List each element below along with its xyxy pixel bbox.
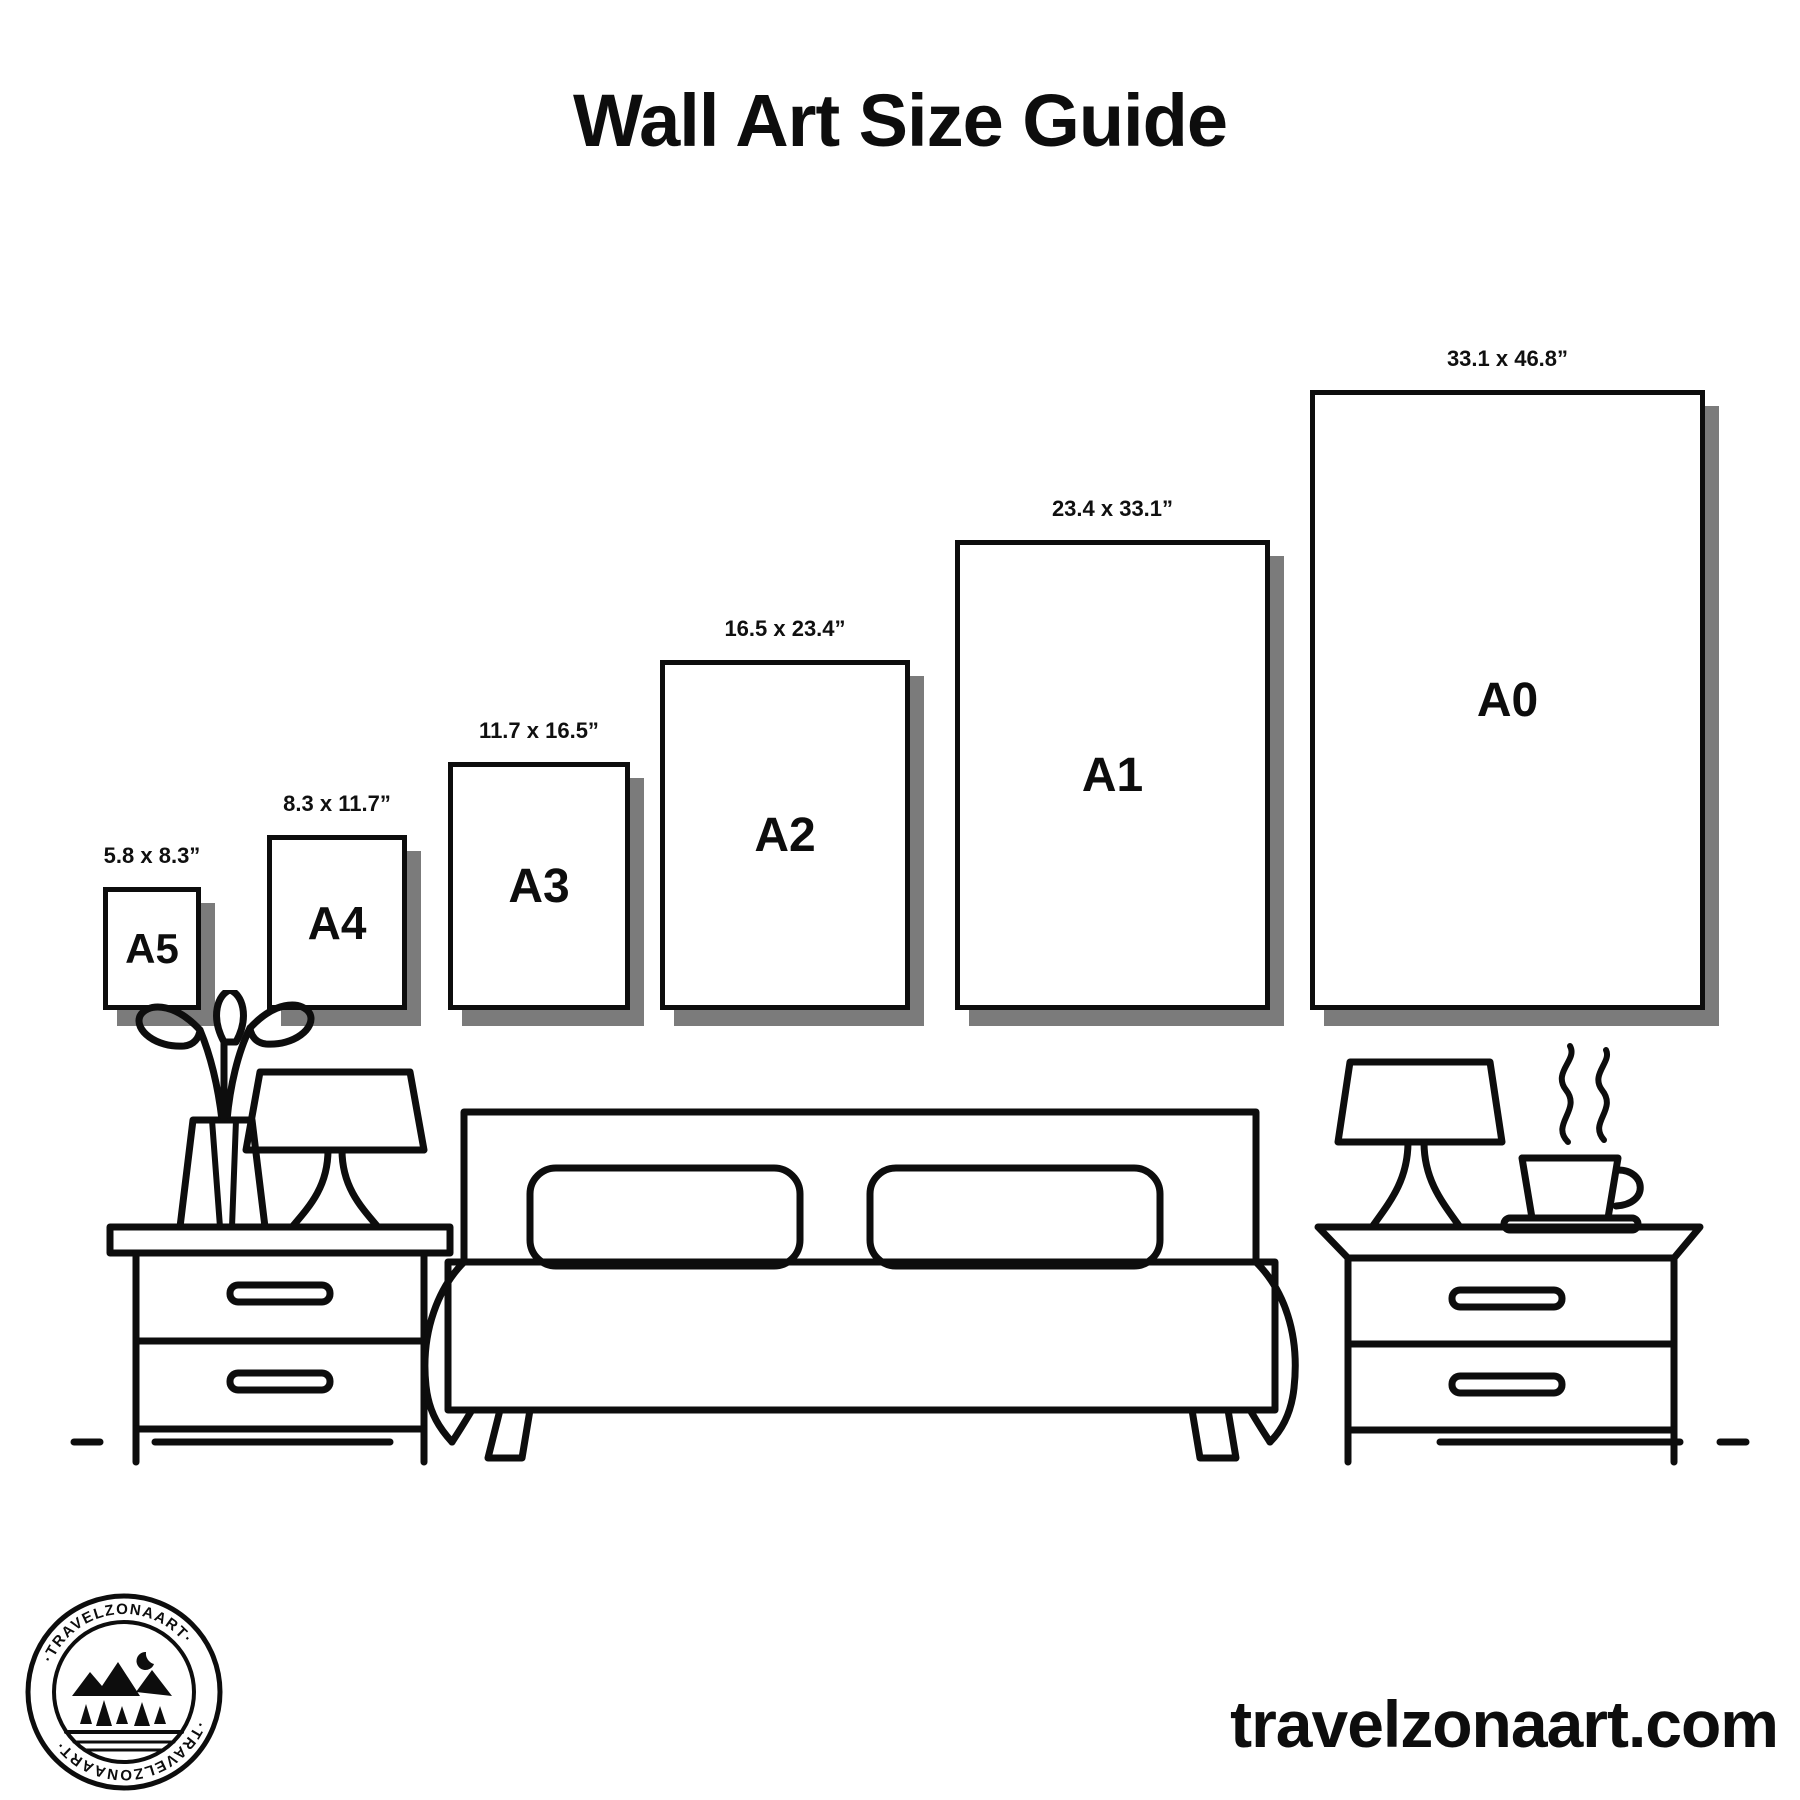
size-item-a2 <box>660 616 910 1010</box>
brand-logo <box>24 1592 224 1792</box>
frame-border-a2 <box>660 660 910 1010</box>
frame-border-a1 <box>955 540 1270 1010</box>
frame-border-a3 <box>448 762 630 1010</box>
page-title: Wall Art Size Guide <box>573 79 1227 162</box>
size-item-a4 <box>267 791 407 1010</box>
size-item-a3 <box>448 718 630 1010</box>
frame-label-a1: A1 <box>1081 748 1144 802</box>
website-url: travelzonaart.com <box>1230 1687 1778 1761</box>
nightstand-left <box>110 1227 450 1462</box>
frame-a2 <box>660 660 910 1010</box>
frame-a0 <box>1310 390 1705 1010</box>
frame-a1 <box>955 540 1270 1010</box>
vase-with-plant <box>139 990 311 1227</box>
frame-label-a2: A2 <box>754 808 816 862</box>
frame-border-a4 <box>267 835 407 1010</box>
bedroom-illustration <box>60 990 1760 1510</box>
coffee-cup <box>1504 1046 1640 1230</box>
logo-text-bottom: ·TRAVELZONAART· <box>51 1719 209 1784</box>
bed <box>425 1112 1295 1458</box>
frame-label-a3: A3 <box>508 859 570 913</box>
table-lamp-left <box>246 1072 424 1227</box>
size-item-a1 <box>955 496 1270 1010</box>
frame-label-a0: A0 <box>1476 673 1539 727</box>
frame-label-a5: A5 <box>125 924 179 972</box>
frame-a4 <box>267 835 407 1010</box>
size-item-a0 <box>1310 346 1705 1010</box>
nightstand-right <box>1318 1227 1700 1462</box>
frame-border-a0 <box>1310 390 1705 1010</box>
size-dimensions-a2: 16.5 x 23.4” <box>724 616 846 641</box>
frame-a3 <box>448 762 630 1010</box>
size-dimensions-a3: 11.7 x 16.5” <box>479 718 599 743</box>
table-lamp-right <box>1338 1062 1502 1227</box>
size-dimensions-a0: 33.1 x 46.8” <box>1446 346 1569 371</box>
size-dimensions-a1: 23.4 x 33.1” <box>1051 496 1174 521</box>
logo-text-top: ·TRAVELZONAART· <box>39 1600 197 1665</box>
size-dimensions-a4: 8.3 x 11.7” <box>283 791 391 816</box>
size-dimensions-a5: 5.8 x 8.3” <box>103 843 201 868</box>
frame-label-a4: A4 <box>307 896 367 949</box>
size-comparison-row <box>0 290 1800 1010</box>
